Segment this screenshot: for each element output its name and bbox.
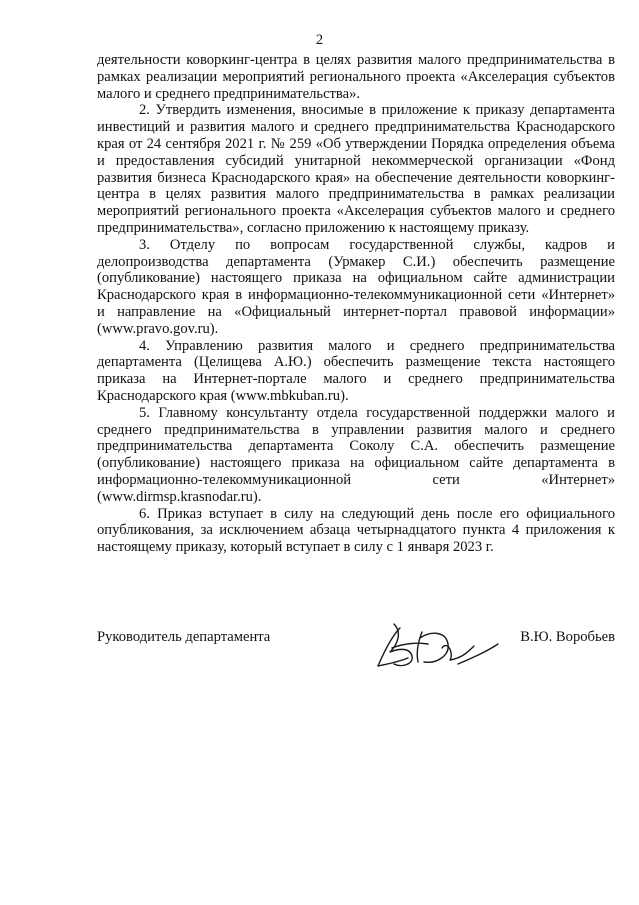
signature-block [97,618,615,678]
page-number: 2 [315,32,324,48]
paragraph-item-6: 6. Приказ вступает в силу на следующий день после его официального опубликования, за исключением абзаца четырнадцатого пункта 4 приложения к настоящему приказу, который вступает в силу с 1 января 2023 г. [97,505,615,556]
signatory-name: В.Ю. Воробьев [520,629,615,645]
document-body [97,52,615,556]
paragraph-continuation: деятельности коворкинг-центра в целях развития малого предпринимательства в рамках реализации мероприятий регионального проекта «Акселерация субъектов малого и среднего предпринимательства». [97,52,615,102]
paragraph-item-5: 5. Главному консультанту отдела государственной поддержки малого и среднего предпринимательства в управлении развития малого и среднего предпринимательства департамента Соколу С.А. обеспечить размещение (опубликование) настоящего приказа на официальном сайте департамента в информационно-телекоммуникационной сети «Интернет» (www.dirmsp.krasnodar.ru). [97,404,615,505]
signatory-title: Руководитель департамента [97,629,271,645]
handwritten-signature [372,618,502,673]
paragraph-item-4: 4. Управлению развития малого и среднего предпринимательства департамента (Целищева А.Ю.) обеспечить размещение текста настоящего приказа на Интернет-портале малого и среднего предпринимательства Краснодарского края (www.mbkuban.ru). [97,337,615,404]
paragraph-item-2: 2. Утвердить изменения, вносимые в приложение к приказу департамента инвестиций и развития малого и среднего предпринимательства Краснодарского края от 24 сентября 2021 г. № 259 «Об утверждении Порядка определения объема и предоставления субсидий унитарной некоммерческой организации «Фонд развития бизнеса Краснодарского края» на обеспечение деятельности коворкинг-центра в целях развития малого предпринимательства в рамках реализации мероприятий регионального проекта «Акселерация субъектов малого и среднего предпринимательства», согласно приложению к настоящему приказу. [97,102,615,236]
paragraph-item-3: 3. Отделу по вопросам государственной службы, кадров и делопроизводства департамента (Урмакер С.И.) обеспечить размещение (опубликование) настоящего приказа на официальном сайте администрации Краснодарского края в информационно-телекоммуникационной сети «Интернет» и направление на «Официальный интернет-портал правовой информации» (www.pravo.gov.ru). [97,236,615,337]
